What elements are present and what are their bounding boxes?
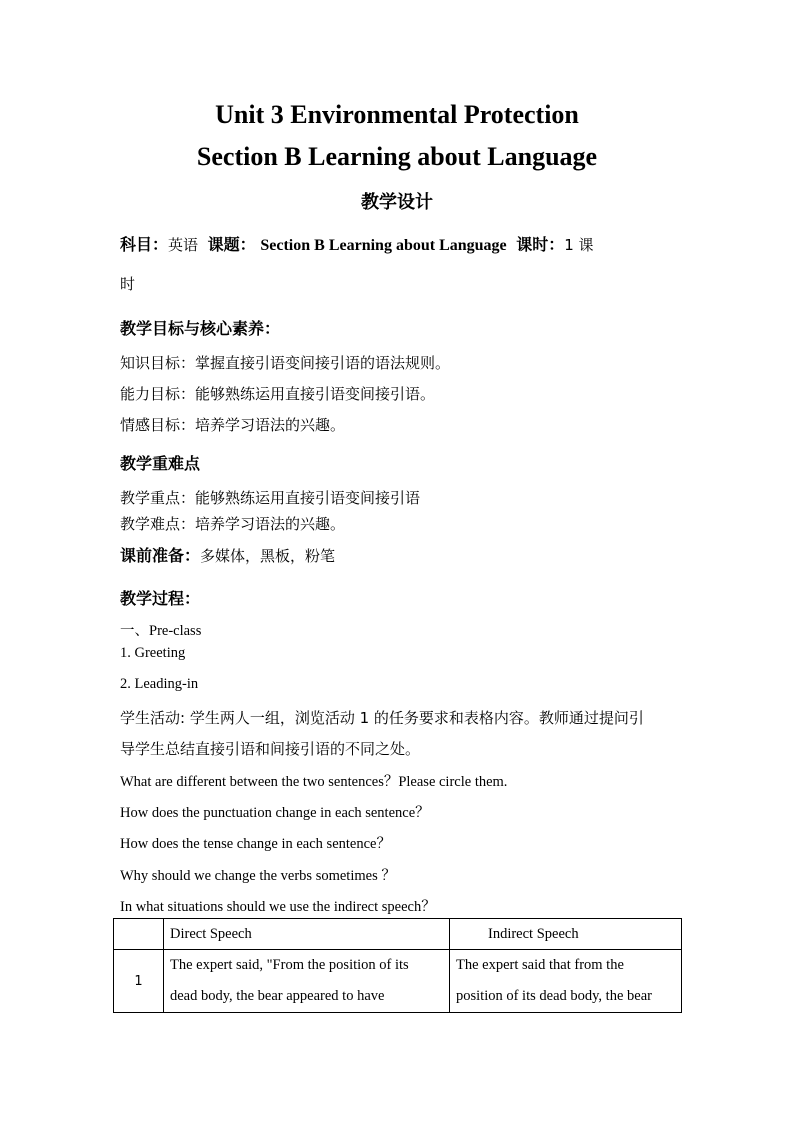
question-4: Why should we change the verbs sometimes ？ — [120, 868, 396, 884]
goal-ability: 能力目标：能够熟练运用直接引语变间接引语。 — [120, 385, 436, 403]
speech-table — [113, 918, 682, 1013]
topic-label: 课题： — [207, 235, 256, 254]
prep-line — [120, 543, 335, 566]
goals-heading: 教学目标与核心素养： — [120, 319, 281, 338]
question-3: How does the tense change in each sentence？ — [120, 836, 391, 852]
step-leading-in: 2. Leading-in — [120, 676, 199, 692]
period-label: 课时： — [516, 235, 565, 254]
subject-value: 英语 — [168, 236, 199, 254]
table-header-row — [114, 919, 682, 950]
direct-line-2: dead body, the bear appeared to have — [170, 988, 385, 1004]
prep-label: 课前准备： — [120, 546, 201, 565]
section-preclass: 一、Pre-class — [120, 623, 202, 639]
keypoints-heading: 教学重难点 — [120, 454, 201, 473]
table-row — [114, 950, 682, 1013]
table-row-number: 1 — [114, 950, 164, 1013]
table-cell-indirect — [450, 950, 682, 1013]
step-greeting: 1. Greeting — [120, 645, 186, 661]
table-header-indirect: Indirect Speech — [450, 919, 682, 950]
question-5: In what situations should we use the indirect speech？ — [120, 899, 436, 915]
subject-label: 科目： — [120, 235, 169, 254]
keypoint-focus: 教学重点：能够熟练运用直接引语变间接引语 — [120, 489, 421, 507]
goal-emotion: 情感目标：培养学习语法的兴趣。 — [120, 416, 346, 434]
keypoint-difficulty: 教学难点：培养学习语法的兴趣。 — [120, 515, 346, 533]
indirect-line-2: position of its dead body, the bear — [456, 988, 652, 1004]
prep-value: 多媒体，黑板，粉笔 — [200, 547, 336, 565]
direct-line-1: The expert said, "From the position of its — [170, 957, 409, 973]
period-wrap: 时 — [120, 275, 136, 293]
goal-knowledge: 知识目标：掌握直接引语变间接引语的语法规则。 — [120, 354, 451, 372]
table-cell-direct — [164, 950, 450, 1013]
table-header-num — [114, 919, 164, 950]
indirect-line-1: The expert said that from the — [456, 957, 624, 973]
document-section-title: Section B Learning about Language — [196, 142, 598, 171]
course-info-line — [120, 232, 594, 255]
activity-line-2: 导学生总结直接引语和间接引语的不同之处。 — [120, 740, 421, 758]
process-heading: 教学过程： — [120, 589, 201, 608]
document-subtitle: 教学设计 — [361, 192, 433, 213]
document-title: Unit 3 Environmental Protection — [215, 100, 579, 129]
activity-line-1: 学生活动: 学生两人一组，浏览活动 1 的任务要求和表格内容。教师通过提问引 — [120, 709, 644, 727]
topic-value: Section B Learning about Language — [260, 237, 507, 254]
period-value: 1 课 — [564, 236, 594, 254]
question-2: How does the punctuation change in each sentence？ — [120, 805, 430, 821]
table-header-direct: Direct Speech — [164, 919, 450, 950]
question-1: What are different between the two sentences？Please circle them. — [120, 774, 508, 790]
